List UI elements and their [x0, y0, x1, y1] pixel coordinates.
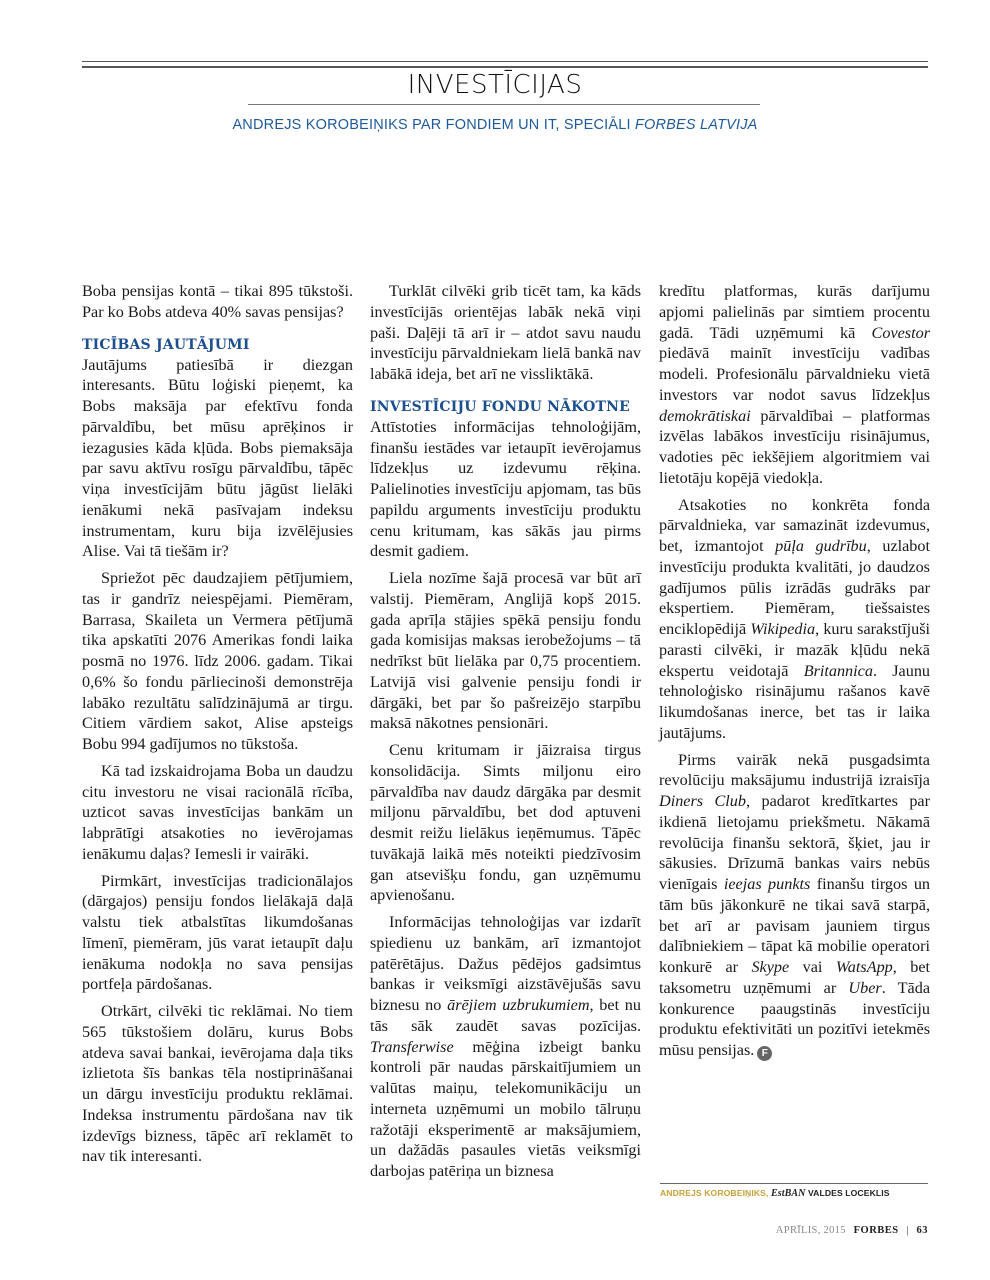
forbes-end-mark-icon: F: [757, 1046, 772, 1061]
paragraph: [370, 912, 641, 1182]
author-name: ANDREJS KOROBEIŅIKS,: [660, 1188, 771, 1198]
title-underline: [248, 104, 760, 105]
text-run: vai: [789, 958, 836, 976]
text-run: Attīstoties informācijas tehnoloģijām, finanšu iestādes var ietaupīt ievērojamus līdzekļus uz izdevumu rēķina. Palielinoties investīciju apjomam, tas būs papildu arguments investīciju produktu cenu kritumam, kas sākās jau pirms desmit gadiem.: [370, 417, 641, 561]
subtitle-publication: FORBES LATVIJA: [634, 117, 758, 133]
text-run: , padarot kredītkartes par ikdienā lietojamu priekšmetu. Nākamā revolūcija finanšu sektorā, šķiet, jau ir sākusies. Drīzumā bankas vairs nebūs vienīgais: [659, 792, 930, 893]
article-column-1: [82, 281, 353, 1173]
text-run: Turklāt cilvēki grib ticēt tam, ka kāds investīcijās orientējas labāk nekā viņi paši. Daļēji tā arī ir – atdot savu naudu investīciju pārvaldniekam lielā bankā nav labākā ideja, bet arī ne vissliktākā.: [370, 282, 641, 383]
page-footer: [776, 1225, 928, 1236]
paragraph: [659, 495, 930, 744]
subtitle-text: ANDREJS KOROBEIŅIKS PAR FONDIEM UN IT, SPECIĀLI: [232, 117, 635, 133]
text-run: . Tāda konkurence paaugstinās investīciju produktu efektivitāti un pozitīvi ietekmēs mūsu pensijas.: [659, 978, 931, 1059]
italic-text: Diners Club: [659, 792, 746, 810]
author-company: EstBAN: [770, 1188, 806, 1199]
italic-text: Covestor: [871, 323, 930, 342]
footer-separator: |: [906, 1225, 909, 1236]
italic-text: Britannica: [803, 661, 873, 680]
text-run: pārvaldībai – platformas izvēlas labākos investīciju risinājumus, vadoties pēc iekšējiem algoritmiem vai lietotāju kopējā viedokļa.: [659, 406, 930, 487]
section-title: INVESTĪCIJAS: [407, 70, 583, 100]
author-credit: [660, 1188, 890, 1199]
text-run: kredītu platformas, kurās darījumu apjomi palielinās par simtiem procentu gadā. Tādi uzņēmumi kā: [659, 282, 930, 342]
paragraph: [82, 355, 353, 563]
text-run: piedāvā mainīt investīciju vadības modeli. Profesionālu pārvaldnieku vietā investors var nodot savus līdzekļus: [659, 344, 930, 404]
text-run: , bet nu tās sāk zaudēt savas pozīcijas.: [370, 996, 641, 1035]
paragraph: [370, 417, 641, 562]
page-number: 63: [916, 1225, 928, 1236]
text-run: , uzlabot investīciju produkta kvalitāti, jo daudzos gadījumos pūlis izrādās gudrāks par ekspertiem. Piemēram, tiešsaistes enciklopēdijā: [659, 537, 930, 638]
top-rule-2: [82, 66, 928, 68]
article-column-2: [370, 281, 641, 1188]
paragraph: [82, 281, 353, 323]
paragraph: [82, 761, 353, 865]
text-run: Kā tad izskaidrojama Boba un daudzu citu investoru ne visai racionālā rīcība, uzticot savas investīcijas bankām un labprātīgi atsakoties no ievērojamas ienākumu daļas? Iemesli ir vairāki.: [82, 761, 353, 863]
paragraph: [370, 568, 641, 734]
paragraph: [82, 871, 353, 996]
italic-text: ieejas punkts: [723, 875, 811, 893]
paragraph: [82, 568, 353, 755]
paragraph: [370, 740, 641, 906]
section-heading: INVESTĪCIJU FONDU NĀKOTNE: [370, 398, 631, 415]
italic-text: Transferwise: [370, 1037, 454, 1056]
text-run: Jautājums patiesībā ir diezgan interesants. Būtu loģiski pieņemt, ka Bobs maksāja par efektīvu fonda pārvaldību, bet mūsu aprēķinos ir iezagusies kāda kļūda. Bobs piemaksāja par savu aktīvu rosīgu pārvaldību, tāpēc viņa investīcijām būtu jāgūst lielāki ienākumi nekā pasīvajam indeksu instrumentam, kuru bija izvēlējusies Alise. Vai tā tiešām ir?: [82, 355, 353, 561]
text-run: finanšu tirgos un tām būs jākonkurē ne tikai savā starpā, bet arī ar pavisam jauniem tirgus dalībniekiem – tāpat kā mobilie operatori konkurē ar: [659, 875, 931, 976]
paragraph: [82, 1001, 353, 1167]
paragraph: [370, 281, 641, 385]
italic-text: Skype: [751, 958, 790, 976]
article-column-3: [659, 281, 930, 1067]
text-run: , bet taksometru uzņēmumi ar: [659, 958, 931, 997]
italic-text: demokrātiskai: [659, 406, 751, 425]
text-run: Cenu kritumam ir jāizraisa tirgus konsolidācija. Simts miljonu eiro pārvaldība nav daudz dārgāka par desmit miljonu pārvaldību, bet dod aptuveni desmit reižu lielākus ieņēmumus. Tāpēc tuvākajā laikā mēs noteikti piedzīvosim gan atsevišķu fondu, gan uzņēmumu apvienošanu.: [370, 741, 641, 905]
italic-text: Wikipedia: [750, 620, 816, 638]
magazine-name: FORBES: [853, 1225, 899, 1236]
text-run: Boba pensijas kontā – tikai 895 tūkstoši. Par ko Bobs atdeva 40% savas pensijas?: [82, 282, 353, 321]
italic-text: Uber: [848, 978, 882, 997]
text-run: Liela nozīme šajā procesā var būt arī valstij. Piemēram, Anglijā kopš 2015. gada aprīļa stājies spēkā pensiju fondu gada komisijas maksas ierobežojums – tā nedrīkst būt lielāka par 0,75 procentiem. Latvijā visi galvenie pensiju fondi ir dārgāki, bet par šo pašreizējo starpību maksā nākotnes pensionāri.: [370, 569, 641, 733]
text-run: , kuru sarakstījuši parasti cilvēki, ir mazāk kļūdu nekā ekspertu veidotajā: [659, 620, 930, 680]
text-run: mēģina izbeigt banku kontroli pār naudas pārskaitījumiem un valūtas maiņu, telekomunikāciju un interneta uzņēmumi un mobilo tālruņu ražotāji eksperimentē ar maksājumiem, un dažādās pasaules vietās veiksmīgi darbojas patēriņa un biznesa: [370, 1037, 641, 1180]
issue-date: APRĪLIS, 2015: [775, 1225, 846, 1236]
section-heading: TICĪBAS JAUTĀJUMI: [82, 336, 250, 353]
text-run: Informācijas tehnoloģijas var izdarīt spiedienu uz bankām, arī izmantojot patērētājus. Dažus pēdējos gadsimtus bankas ir veiksmīgi aizstāvējušās savu biznesu no: [370, 913, 641, 1014]
text-run: Pirmkārt, investīcijas tradicionālajos (dārgajos) pensiju fondos lielākajā daļā valstu tiek atbalstītas likumdošanas līmenī, piemēram, jūs varat ietaupīt daļu ienākuma nodokļa no sava pensijas portfeļa pārdošanas.: [82, 871, 353, 994]
text-run: Otrkārt, cilvēki tic reklāmai. No tiem 565 tūkstošiem dolāru, kurus Bobs atdeva savai bankai, ievērojama daļa tiks izlietota šīs bankas tēla nostiprināšanai un dārgu investīciju produktu reklāmai. Indeksa instrumentu pārdošana nav tik izdevīgs bizness, tāpēc arī reklamēt to nav tik interesanti.: [82, 1002, 353, 1166]
italic-text: ārējiem uzbrukumiem: [447, 996, 590, 1014]
paragraph: [659, 750, 930, 1062]
author-rule: [660, 1183, 928, 1184]
paragraph: [659, 281, 930, 489]
italic-text: pūļa gudrību: [775, 537, 867, 555]
text-run: Atsakoties no konkrēta fonda pārvaldnieka, var samazināt izdevumus, bet, izmantojot: [659, 495, 930, 555]
article-subtitle: [0, 117, 990, 133]
italic-text: WatsApp: [835, 958, 893, 976]
text-run: Spriežot pēc daudzajiem pētījumiem, tas ir gandrīz neiespējami. Piemēram, Barrasa, Skaileta un Vermera pētījumā tika apskatīti 2076 Amerikas fondi laika posmā no 1976. līdz 2006. gadam. Tikai 0,6% šo fondu pārliecinoši demonstrēja labāko rezultātu salīdzinājumā ar tirgu. Citiem vārdiem sakot, Alise apsteigs Bobu 994 gadījumos no tūkstoša.: [82, 569, 353, 753]
text-run: . Jaunu tehnoloģisko risinājumu rašanos kavē likumdošanas inerce, bet tas ir laika jautājums.: [659, 661, 931, 742]
author-role: VALDES LOCEKLIS: [805, 1188, 890, 1198]
top-rule: [82, 61, 928, 62]
text-run: Pirms vairāk nekā pusgadsimta revolūciju maksājumu industrijā izraisīja: [659, 750, 930, 790]
